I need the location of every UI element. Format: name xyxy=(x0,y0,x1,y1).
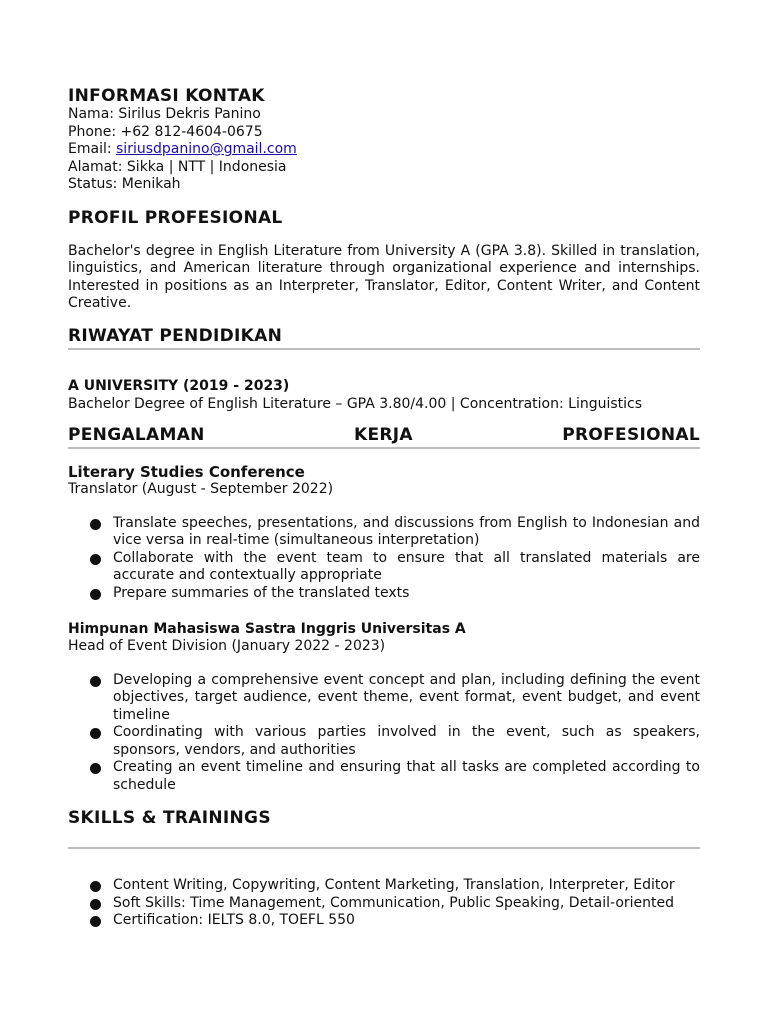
list-item xyxy=(68,759,700,794)
job-bullets xyxy=(68,672,700,795)
profile-text: Bachelor's degree in English Literature from University A (GPA 3.8). Skilled in translation, linguistics, and American literature through organizational experience and internships. Interested in positions as an Interpreter, Translator, Editor, Content Writer, and Content Creative. xyxy=(68,243,700,311)
job-org: Literary Studies Conference xyxy=(68,463,305,481)
contact-email xyxy=(68,141,700,159)
experience-heading-word: PENGALAMAN xyxy=(68,425,205,445)
list-item xyxy=(68,585,700,603)
bullet-text: Coordinating with various parties involved in the event, such as speakers, sponsors, vendors, and authorities xyxy=(113,724,700,758)
bullet-text: Creating an event timeline and ensuring that all tasks are completed according to schedule xyxy=(113,759,700,793)
bullet-icon xyxy=(90,676,101,687)
skills-bullets xyxy=(68,877,700,930)
job-org: Himpunan Mahasiswa Sastra Inggris Universitas A xyxy=(68,621,466,637)
job-entry xyxy=(68,620,700,794)
experience-heading xyxy=(68,425,700,445)
bullet-icon xyxy=(90,899,101,910)
list-item xyxy=(68,672,700,725)
skills-heading: SKILLS & TRAININGS xyxy=(68,808,271,828)
profile-section xyxy=(68,208,700,312)
education-heading: RIWAYAT PENDIDIKAN xyxy=(68,326,283,346)
education-school: A UNIVERSITY (2019 - 2023) xyxy=(68,378,290,394)
experience-section xyxy=(68,425,700,794)
bullet-icon xyxy=(90,519,101,530)
job-role: Translator (August - September 2022) xyxy=(68,481,334,497)
contact-address: Alamat: Sikka | NTT | Indonesia xyxy=(68,158,287,175)
bullet-icon xyxy=(90,589,101,600)
education-section xyxy=(68,326,700,413)
bullet-icon xyxy=(90,916,101,927)
list-item xyxy=(68,912,700,930)
profile-heading: PROFIL PROFESIONAL xyxy=(68,208,283,228)
contact-heading: INFORMASI KONTAK xyxy=(68,86,265,106)
list-item xyxy=(68,877,700,895)
bullet-icon xyxy=(90,881,101,892)
bullet-text: Collaborate with the event team to ensure that all translated materials are accurate and contextually appropriate xyxy=(113,549,700,583)
list-item xyxy=(68,550,700,585)
list-item xyxy=(68,724,700,759)
bullet-icon xyxy=(90,763,101,774)
job-entry xyxy=(68,463,700,602)
job-role: Head of Event Division (January 2022 - 2023) xyxy=(68,638,386,654)
email-link[interactable]: siriusdpanino@gmail.com xyxy=(116,141,297,157)
bullet-icon xyxy=(90,554,101,565)
job-bullets xyxy=(68,515,700,603)
list-item xyxy=(68,895,700,913)
bullet-text: Prepare summaries of the translated texts xyxy=(113,584,410,601)
contact-phone: Phone: +62 812-4604-0675 xyxy=(68,123,263,140)
list-item xyxy=(68,515,700,550)
bullet-text: Soft Skills: Time Management, Communication, Public Speaking, Detail-oriented xyxy=(113,894,675,911)
section-divider xyxy=(68,847,700,849)
section-divider xyxy=(68,447,700,449)
experience-heading-word: KERJA xyxy=(354,425,413,445)
bullet-text: Content Writing, Copywriting, Content Marketing, Translation, Interpreter, Editor xyxy=(113,877,675,893)
section-divider xyxy=(68,348,700,350)
email-label: Email: xyxy=(68,141,117,157)
bullet-text: Certification: IELTS 8.0, TOEFL 550 xyxy=(113,912,355,928)
bullet-icon xyxy=(90,728,101,739)
bullet-text: Translate speeches, presentations, and discussions from English to Indonesian and vice versa in real-time (simultaneous interpretation) xyxy=(113,514,700,548)
experience-heading-word: PROFESIONAL xyxy=(562,425,700,445)
contact-status: Status: Menikah xyxy=(68,176,181,192)
skills-section xyxy=(68,808,700,930)
contact-name: Nama: Sirilus Dekris Panino xyxy=(68,106,261,122)
bullet-text: Developing a comprehensive event concept and plan, including defining the event objectives, target audience, event theme, event format, event budget, and event timeline xyxy=(113,671,700,723)
education-degree: Bachelor Degree of English Literature – GPA 3.80/4.00 | Concentration: Linguistics xyxy=(68,395,643,412)
contact-section xyxy=(68,86,700,194)
